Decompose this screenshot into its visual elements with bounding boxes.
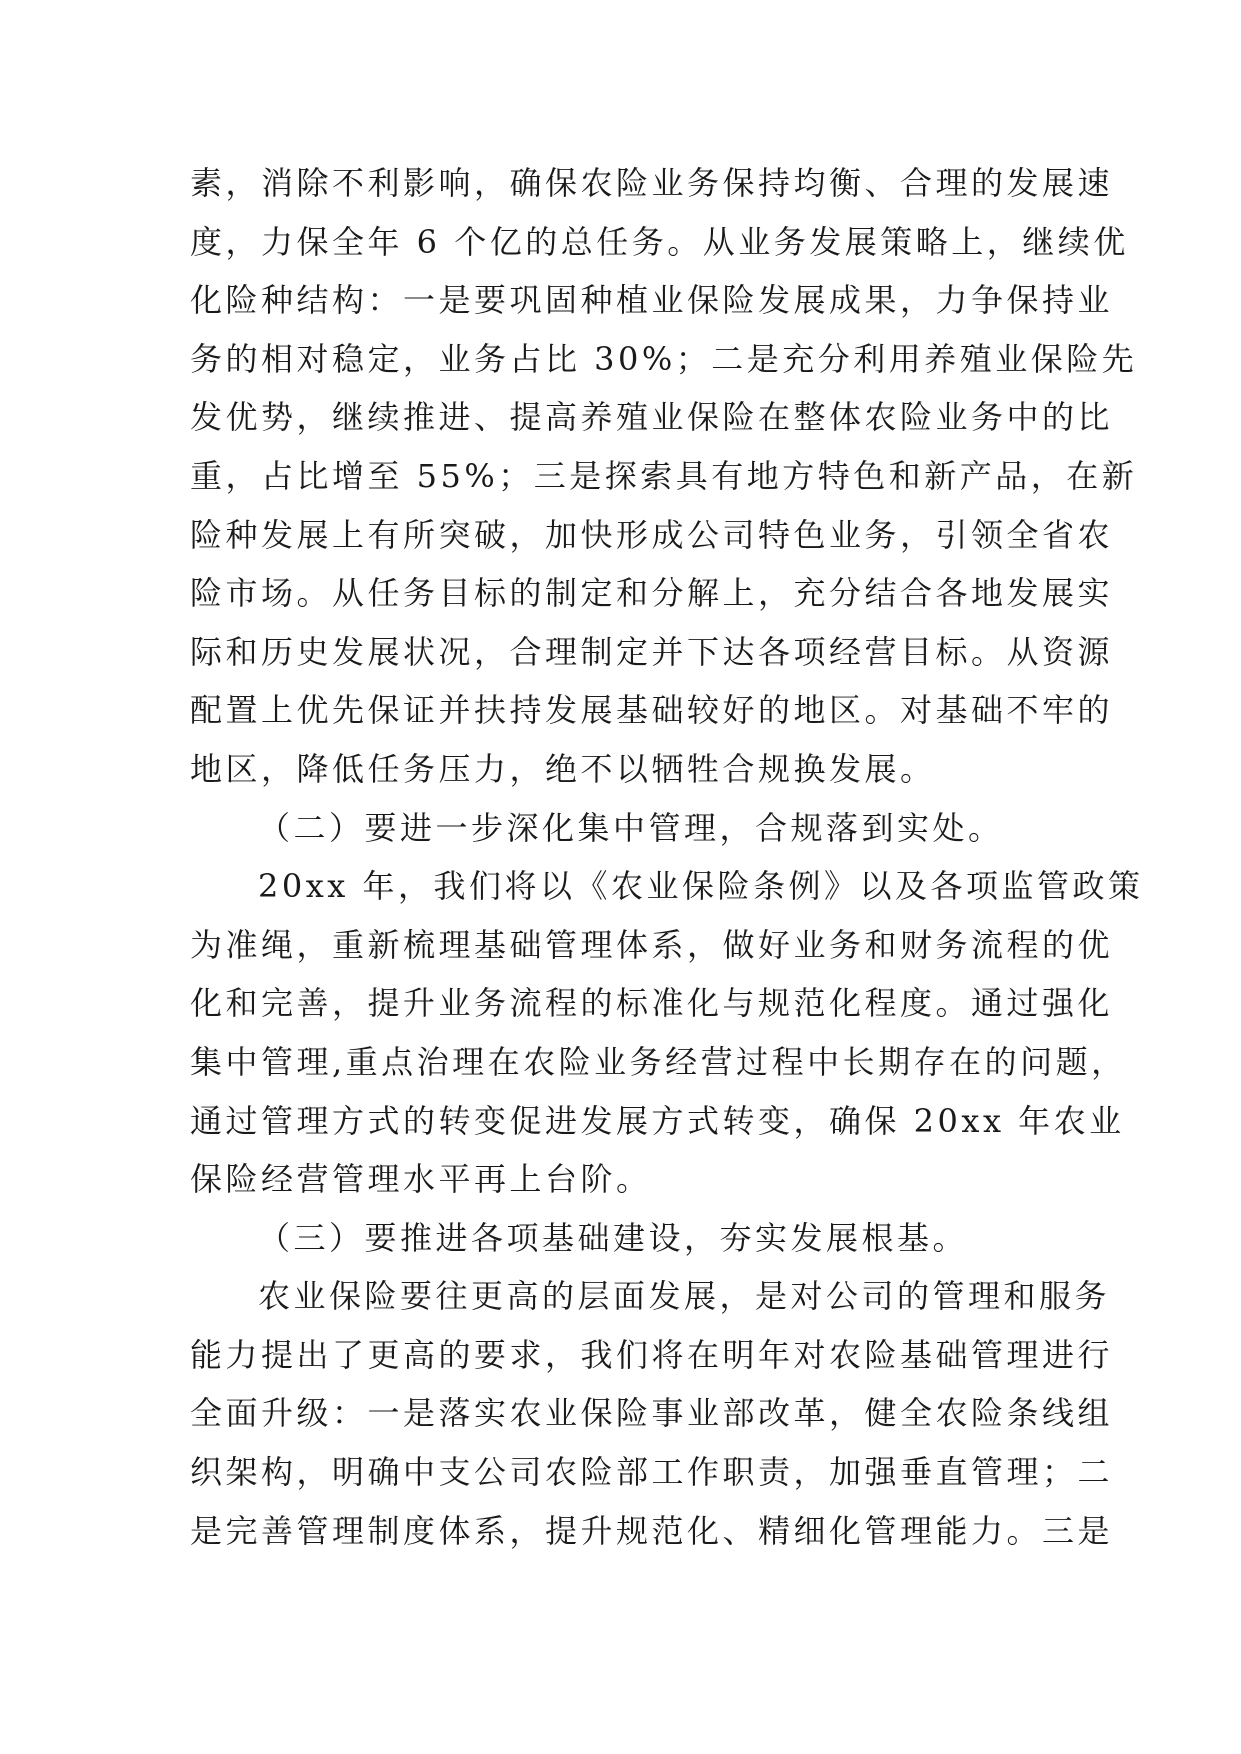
text-line: 配置上优先保证并扶持发展基础较好的地区。对基础不牢的: [190, 691, 1114, 730]
document-body: [190, 154, 1144, 1560]
text-line: 际和历史发展状况，合理制定并下达各项经营目标。从资源: [190, 632, 1114, 671]
text-line: 是完善管理制度体系，提升规范化、精细化管理能力。三是: [190, 1511, 1114, 1550]
text-line: 发优势，继续推进、提高养殖业保险在整体农险业务中的比: [190, 398, 1114, 437]
paragraph-first-line: 20xx 年，我们将以《农业保险条例》以及各项监管政策: [258, 867, 1144, 906]
text-line: 织架构，明确中支公司农险部工作职责，加强垂直管理；二: [190, 1453, 1114, 1492]
text-line: 化和完善，提升业务流程的标准化与规范化程度。通过强化: [190, 984, 1114, 1023]
text-line: 集中管理,重点治理在农险业务经营过程中长期存在的问题，: [190, 1042, 1127, 1081]
text-line: 全面升级：一是落实农业保险事业部改革，健全农险条线组: [190, 1394, 1114, 1433]
text-line: 度，力保全年 6 个亿的总任务。从业务发展策略上，继续优: [190, 222, 1129, 261]
text-line: 通过管理方式的转变促进发展方式转变，确保 20xx 年农业: [190, 1101, 1125, 1140]
section-heading: （三）要推进各项基础建设，夯实发展根基。: [258, 1218, 969, 1257]
text-line: 化险种结构：一是要巩固种植业保险发展成果，力争保持业: [190, 281, 1114, 320]
text-line: 保险经营管理水平再上台阶。: [190, 1160, 652, 1199]
text-line: 能力提出了更高的要求，我们将在明年对农险基础管理进行: [190, 1335, 1114, 1374]
text-line: 地区，降低任务压力，绝不以牺牲合规换发展。: [190, 749, 936, 788]
text-line: 素，消除不利影响，确保农险业务保持均衡、合理的发展速: [190, 164, 1114, 202]
text-line: 务的相对稳定，业务占比 30%；二是充分利用养殖业保险先: [190, 339, 1138, 378]
section-heading: （二）要进一步深化集中管理，合规落到实处。: [258, 808, 1004, 847]
text-line: 险种发展上有所突破，加快形成公司特色业务，引领全省农: [190, 515, 1114, 554]
text-line: 重，占比增至 55%；三是探索具有地方特色和新产品，在新: [190, 456, 1138, 495]
paragraph-first-line: 农业保险要往更高的层面发展，是对公司的管理和服务: [258, 1277, 1111, 1316]
text-line: 险市场。从任务目标的制定和分解上，充分结合各地发展实: [190, 574, 1114, 613]
text-line: 为准绳，重新梳理基础管理体系，做好业务和财务流程的优: [190, 925, 1114, 964]
